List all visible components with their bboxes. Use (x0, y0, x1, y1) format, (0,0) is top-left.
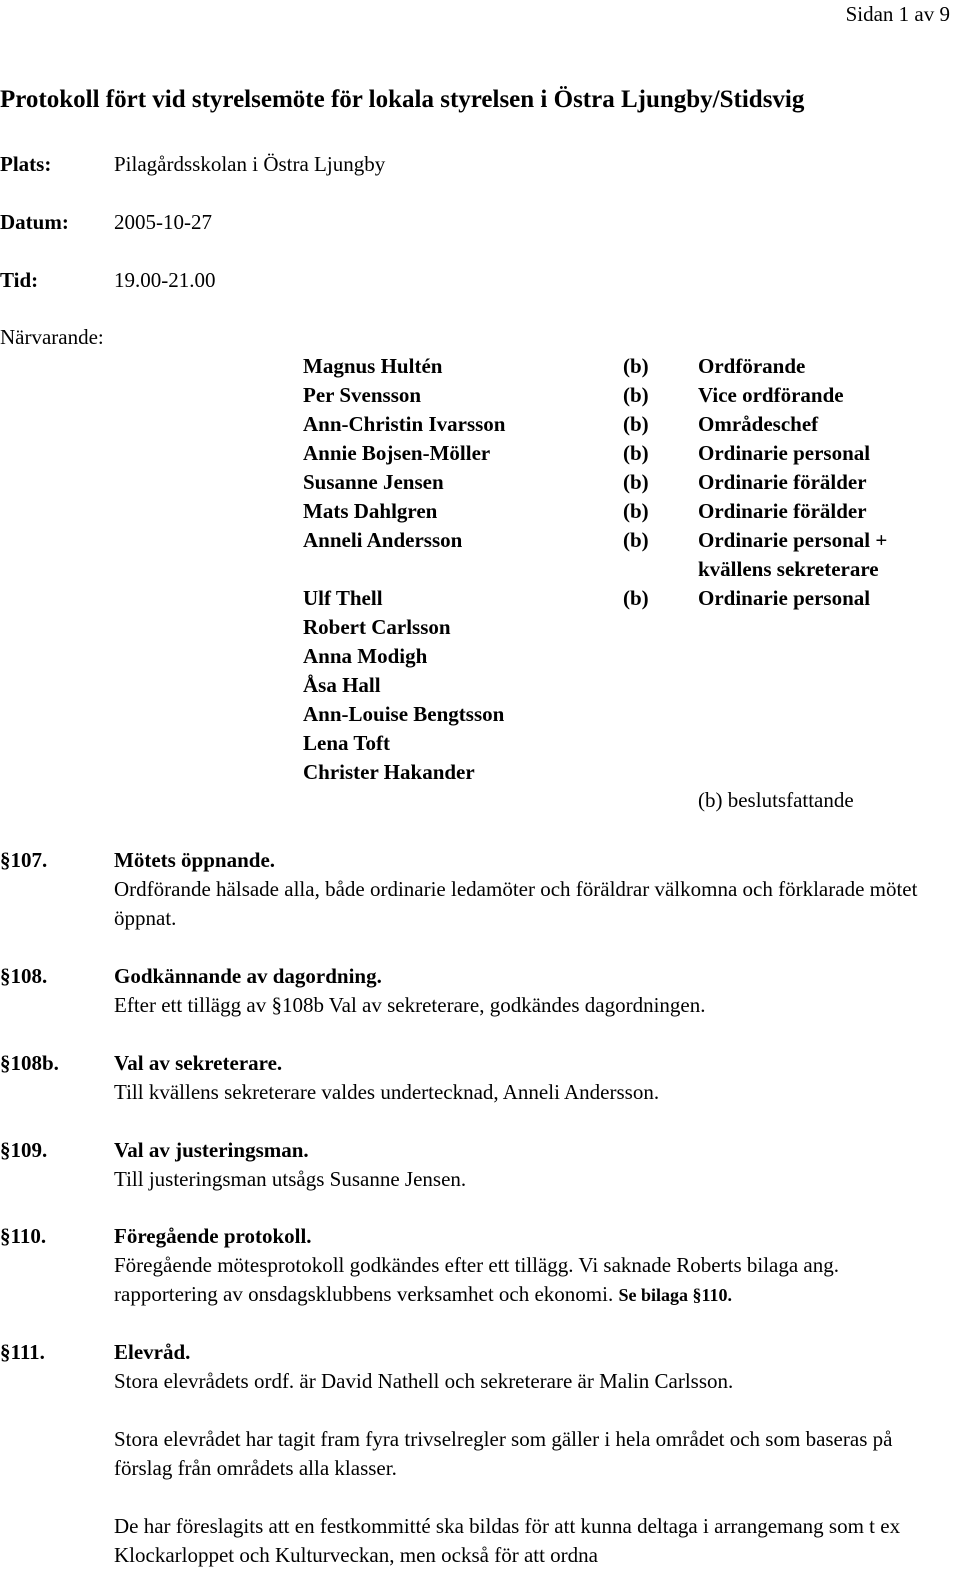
attendee-mark: (b) (623, 354, 649, 378)
plats-value: Pilagårdsskolan i Östra Ljungby (114, 152, 386, 176)
section-title: Godkännande av dagordning. (114, 964, 382, 988)
attendee-row (303, 439, 948, 468)
plats-label: Plats: (0, 152, 52, 176)
section-text (114, 1251, 944, 1310)
attendee-role: Ordinarie personal + kvällens sekreterare (698, 528, 888, 581)
attendee-name: Per Svensson (303, 383, 422, 407)
attendee-role: Ordförande (698, 354, 806, 378)
attendee-row (303, 729, 948, 758)
attendee-row (303, 671, 948, 700)
attendee-role: Ordinarie förälder (698, 499, 867, 523)
datum-label: Datum: (0, 210, 69, 234)
attendee-name: Lena Toft (303, 731, 390, 755)
section-text: Ordförande hälsade alla, både ordinarie ledamöter och föräldrar välkomna och förklarade mötet öppnat. (114, 877, 918, 930)
section-title: Val av justeringsman. (114, 1138, 309, 1162)
attendee-role: Ordinarie personal (698, 586, 871, 610)
section-text: Stora elevrådet har tagit fram fyra trivselregler som gäller i hela området och som baseras på förslag från områdets alla klasser. (114, 1427, 893, 1480)
attendee-name: Ulf Thell (303, 586, 383, 610)
section-text: Till justeringsman utsågs Susanne Jensen. (114, 1167, 467, 1191)
attendee-name: Anna Modigh (303, 644, 428, 668)
attendee-name: Christer Hakander (303, 760, 475, 784)
attendee-name: Anneli Andersson (303, 528, 463, 552)
bilaga-reference: Se bilaga §110. (618, 1285, 732, 1305)
page-number: Sidan 1 av 9 (845, 2, 950, 26)
attendee-mark: (b) (623, 470, 649, 494)
section-title: Elevråd. (114, 1340, 191, 1364)
section-text: De har föreslagits att en festkommitté ska bildas för att kunna deltaga i arrangemang som t ex Klockarloppet och Kulturveckan, men också för att ordna (114, 1514, 901, 1567)
section-number: §108. (0, 964, 48, 988)
section-text: Stora elevrådets ordf. är David Nathell och sekreterare är Malin Carlsson. (114, 1369, 734, 1393)
attendee-name: Mats Dahlgren (303, 499, 438, 523)
attendee-role: Ordinarie personal (698, 441, 871, 465)
attendee-mark: (b) (623, 499, 649, 523)
attendee-row (303, 410, 948, 439)
section-number: §108b. (0, 1051, 59, 1075)
section-number: §110. (0, 1224, 47, 1248)
attendee-name: Magnus Hultén (303, 354, 443, 378)
section-number: §109. (0, 1138, 48, 1162)
attendee-name: Åsa Hall (303, 673, 381, 697)
attendee-row (303, 497, 948, 526)
attendee-role: Områdeschef (698, 412, 819, 436)
attendee-role: Ordinarie förälder (698, 470, 867, 494)
attendee-role: Vice ordförande (698, 383, 844, 407)
legend: (b) beslutsfattande (698, 788, 854, 812)
tid-label: Tid: (0, 268, 39, 292)
attendee-mark: (b) (623, 528, 649, 552)
section-number: §111. (0, 1340, 45, 1364)
attendee-name: Annie Bojsen-Möller (303, 441, 491, 465)
attendee-row (303, 584, 948, 613)
attendee-mark: (b) (623, 586, 649, 610)
attendee-row (303, 613, 948, 642)
attendee-mark: (b) (623, 441, 649, 465)
attendee-row (303, 758, 948, 787)
section-text: Efter ett tillägg av §108b Val av sekreterare, godkändes dagordningen. (114, 993, 706, 1017)
tid-value: 19.00-21.00 (114, 268, 216, 292)
attendee-name: Susanne Jensen (303, 470, 444, 494)
attendee-row (303, 352, 948, 381)
attendee-mark: (b) (623, 412, 649, 436)
section-text: Till kvällens sekreterare valdes undertecknad, Anneli Andersson. (114, 1080, 660, 1104)
attendee-row (303, 700, 948, 729)
section-number: §107. (0, 848, 48, 872)
section-text-body: Föregående mötesprotokoll godkändes efter ett tillägg. Vi saknade Roberts bilaga ang. rapportering av onsdagsklubbens verksamhet och ekonomi. (114, 1253, 839, 1306)
attendee-name: Robert Carlsson (303, 615, 451, 639)
attendee-mark: (b) (623, 383, 649, 407)
attendee-name: Ann-Louise Bengtsson (303, 702, 505, 726)
attendee-row (303, 642, 948, 671)
section-title: Val av sekreterare. (114, 1051, 283, 1075)
datum-value: 2005-10-27 (114, 210, 212, 234)
attendee-list (303, 352, 948, 787)
attendee-row (303, 526, 948, 584)
attendee-row (303, 381, 948, 410)
attendee-name: Ann-Christin Ivarsson (303, 412, 506, 436)
section-title: Föregående protokoll. (114, 1224, 312, 1248)
document-title: Protokoll fört vid styrelsemöte för lokala styrelsen i Östra Ljungby/Stidsvig (0, 86, 805, 113)
section-title: Mötets öppnande. (114, 848, 276, 872)
attendee-row (303, 468, 948, 497)
narvarande-label: Närvarande: (0, 325, 104, 349)
